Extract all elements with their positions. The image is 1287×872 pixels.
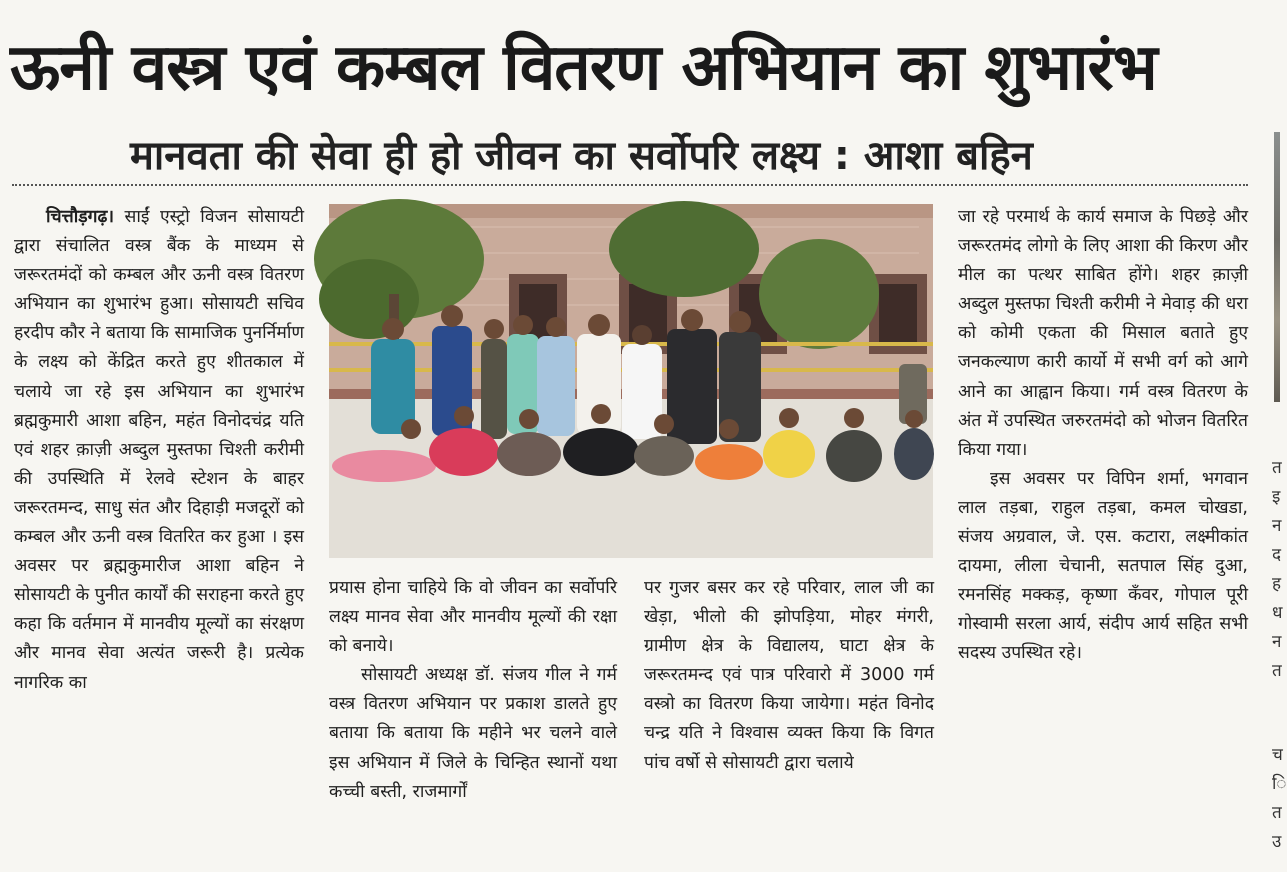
adjacent-text-fragment: द <box>1272 545 1282 565</box>
article-column-4 <box>958 203 1248 855</box>
adjacent-text-fragment: न <box>1272 632 1282 652</box>
subheadline: मानवता की सेवा ही हो जीवन का सर्वोपरि लक्ष्य : आशा बहिन <box>130 133 1033 179</box>
dateline: चित्तौड़गढ़। <box>46 207 114 227</box>
adjacent-text-fragment: ह <box>1272 574 1282 594</box>
column-4-paragraph-1: जा रहे परमार्थ के कार्य समाज के पिछड़े और जरूरतमंद लोगो के लिए आशा की किरण और मील का पत्थर साबित होंगे। शहर क़ाज़ी अब्दुल मुस्तफा चिश्ती करीमी ने मेवाड़ की धरा को कोमी एकता की मिसाल बताते हुए जनकल्याण कारी कार्यो में सभी वर्ग को आगे आने का आह्वान किया। गर्म वस्त्र वितरण के अंत में उपस्थित जरुरतमंदो को भोजन वितरित किया गया। <box>958 207 1248 460</box>
column-2-paragraph-1: प्रयास होना चाहिये कि वो जीवन का सर्वोपरि लक्ष्य मानव सेवा और मानवीय मूल्यों की रक्षा को बनाये। <box>329 578 617 657</box>
adjacent-text-fragment: न <box>1272 516 1282 536</box>
column-1-text: साईं एस्ट्रो विजन सोसायटी द्वारा संचालित वस्त्र बैंक के माध्यम से जरूरतमंदों को कम्बल और ऊनी वस्त्र वितरण अभियान का शुभारंभ हुआ। सोसायटी सचिव हरदीप कौर ने बताया कि सामाजिक पुनर्निर्माण के लक्ष्य को केंद्रित करते हुए शीतकाल में चलाये जा रहे इस अभियान का शुभारंभ ब्रह्मकुमारी आशा बहिन, महंत विनोदचंद्र यति एवं शहर क़ाज़ी अब्दुल मुस्तफा चिश्ती करीमी की उपस्थिति में रेलवे स्टेशन के बाहर जरूरतमन्द, साधु संत और दिहाड़ी मजदूरों को कम्बल और ऊनी वस्त्र वितरित कर हुआ । इस अवसर पर ब्रह्मकुमारीज आशा बहिन ने सोसायटी के पुनीत कार्यों की सराहना करते हुए कहा कि वर्तमान में मानवीय मूल्यों का संरक्षण और मानव सेवा अत्यंत जरूरी है। प्रत्येक नागरिक का <box>14 207 304 693</box>
adjacent-text-fragment: च <box>1272 745 1283 765</box>
adjacent-text-fragment: त <box>1272 803 1282 823</box>
article-column-3 <box>644 574 934 854</box>
column-4-paragraph-2: इस अवसर पर विपिन शर्मा, भगवान लाल तड़बा, राहुल तड़बा, कमल चोखडा, संजय अग्रवाल, जे. एस. कटारा, लक्ष्मीकांत दायमा, लीला चेचानी, सतपाल सिंह दुआ, रमनसिंह मक्कड़, कृष्णा कँवर, गोपाल पूरी गोस्वामी सरला आर्य, संदीप आर्य सहित सभी सदस्य उपस्थित रहे। <box>958 468 1248 664</box>
column-2-paragraph-2: सोसायटी अध्यक्ष डॉ. संजय गील ने गर्म वस्त्र वितरण अभियान पर प्रकाश डालते हुए बताया कि बताया कि महीने भर चलने वाले इस अभियान में जिले के चिन्हित स्थानों यथा कच्ची बस्ती, राजमार्गों <box>329 665 617 802</box>
adjacent-text-fragment: उ <box>1272 832 1282 852</box>
adjacent-text-fragment: ध <box>1272 603 1283 623</box>
adjacent-text-fragment: त <box>1272 661 1282 681</box>
adjacent-text-fragment: ि <box>1272 774 1287 794</box>
news-photo-illustration <box>329 204 933 558</box>
adjacent-text-fragment: इ <box>1272 487 1281 507</box>
column-3-text: पर गुजर बसर कर रहे परिवार, लाल जी का खेड़ा, भीलो की झोपड़िया, मोहर मंगरी, ग्रामीण क्षेत्र के विद्यालय, घाटा क्षेत्र के जरूरतमन्द एवं पात्र परिवारो में 3000 गर्म वस्त्रो का वितरण किया जायेगा। महंत विनोद चन्द्र यति ने विश्वास व्यक्त किया कि विगत पांच वर्षो से सोसायटी द्वारा चलाये <box>644 578 934 773</box>
adjacent-article-photo-edge <box>1274 132 1280 402</box>
adjacent-text-fragment: त <box>1272 458 1282 478</box>
header-divider <box>12 184 1248 186</box>
news-photo <box>329 204 933 558</box>
article-column-2 <box>329 574 617 854</box>
article-column-1 <box>14 203 304 855</box>
headline: ऊनी वस्त्र एवं कम्बल वितरण अभियान का शुभारंभ <box>10 31 1157 105</box>
